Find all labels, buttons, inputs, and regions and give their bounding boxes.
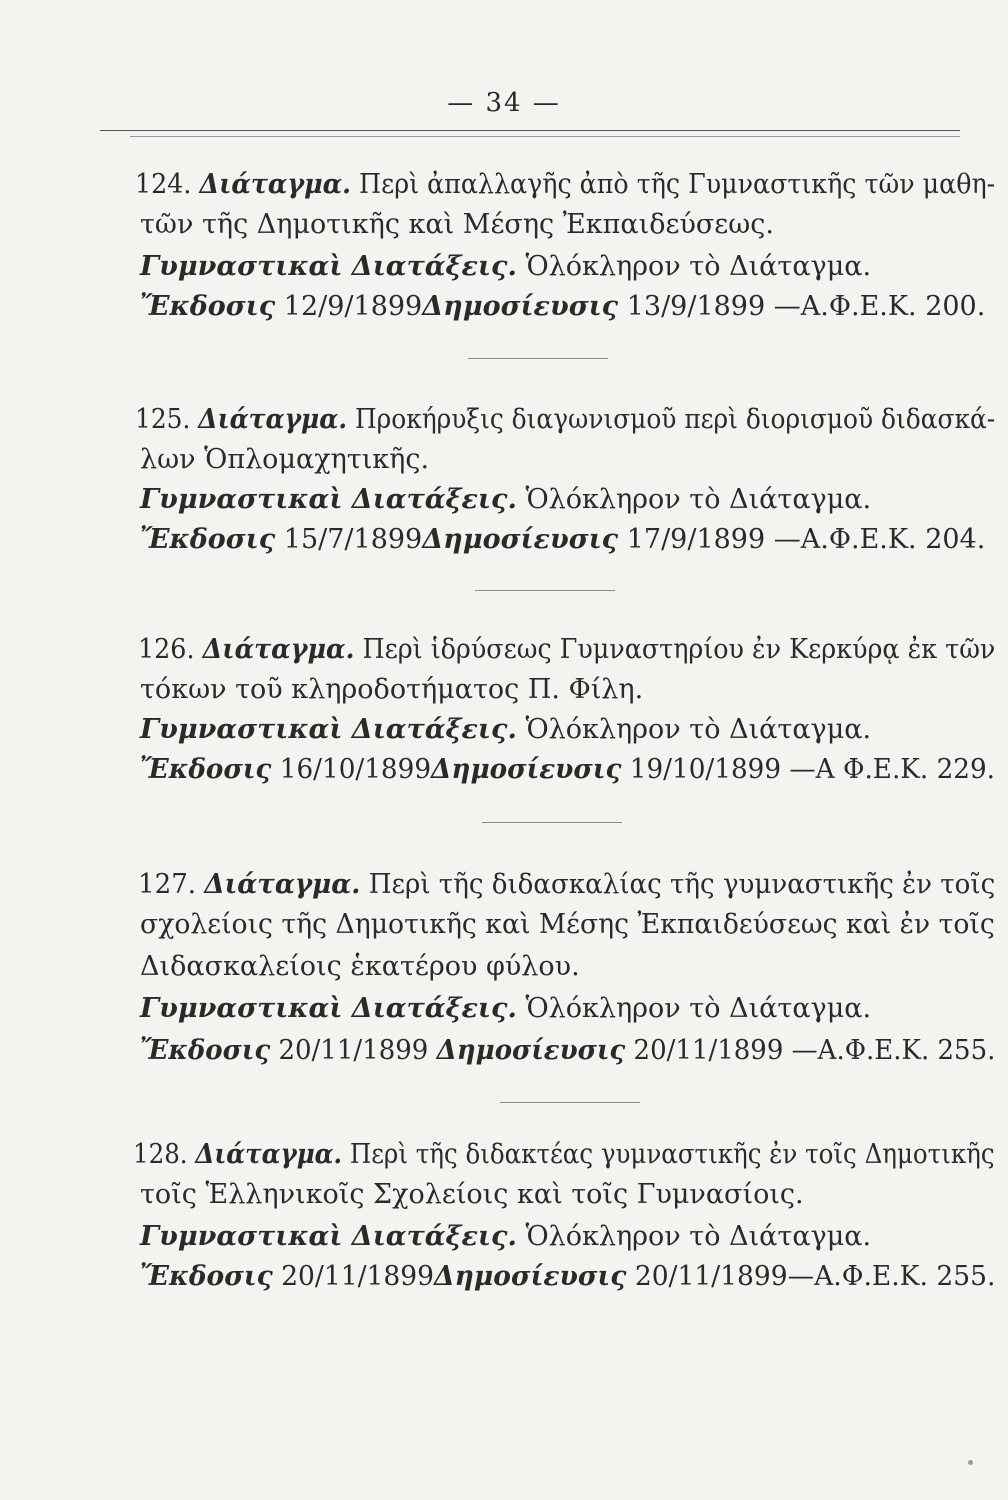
entry-title-continued: τῶν τῆς Δημοτικῆς καὶ Μέσης Ἐκπαιδεύσεως. [140, 209, 775, 240]
entry-type: Διάταγμα. [198, 404, 348, 435]
entry-category: Γυμναστικαὶ Διατάξεις. [140, 1221, 517, 1252]
entry-separator [482, 822, 622, 823]
entry-category: Γυμναστικαὶ Διατάξεις. [140, 484, 517, 515]
entry-type: Διάταγμα. [195, 1139, 343, 1170]
publication-label: Δημοσίευσις [422, 291, 619, 322]
issue-date: 15/7/1899 [283, 524, 423, 555]
entry-category-line [140, 989, 871, 1029]
entry-separator [500, 1102, 640, 1103]
issue-date: 20/11/1899 [278, 1035, 429, 1066]
gazette-reference: —Α.Φ.Ε.Κ. 204. [773, 524, 986, 555]
gazette-reference: —Α.Φ.Ε.Κ. 255. [791, 1035, 996, 1066]
header-rule-secondary [130, 136, 960, 137]
entry-title-line [135, 400, 995, 440]
gazette-reference: —Α.Φ.Ε.Κ. 200. [773, 291, 986, 322]
gazette-reference: —Α Φ.Ε.Κ. 229. [789, 754, 996, 785]
issue-label: Ἔκδοσις [140, 1035, 271, 1066]
gazette-reference: —Α.Φ.Ε.Κ. 255. [787, 1261, 996, 1292]
entry-number: 126. [138, 634, 195, 665]
publication-label: Δημοσίευσις [431, 754, 622, 785]
entry-number: 124. [135, 169, 192, 200]
entry-title-line [138, 865, 995, 905]
publication-date: 13/9/1899 [626, 291, 766, 322]
issue-label: Ἔκδοσις [140, 524, 276, 555]
publication-label: Δημοσίευσις [434, 1261, 627, 1292]
entry-separator [475, 590, 615, 591]
entry-title: Προκήρυξις διαγωνισμοῦ περὶ διορισμοῦ διδασκά- [354, 404, 996, 435]
entry-title: Περὶ τῆς διδασκαλίας τῆς γυμναστικῆς ἐν τοῖς [368, 869, 996, 900]
entry-title-line [135, 165, 995, 205]
entry-separator [468, 358, 608, 359]
entry-title-continued: Διδασκαλείοις ἑκατέρου φύλου. [140, 951, 580, 982]
publication-date: 20/11/1899 [634, 1261, 788, 1292]
publication-date: 19/10/1899 [629, 754, 782, 785]
entry-title: Περὶ ἱδρύσεως Γυμναστηρίου ἐν Κερκύρᾳ ἐκ τῶν [362, 634, 996, 665]
entry-category-line [140, 480, 871, 520]
page-number: — 34 — [447, 88, 561, 118]
entry-full-text-note: Ὁλόκληρον τὸ Διάταγμα. [525, 1221, 872, 1252]
issue-label: Ἔκδοσις [140, 291, 276, 322]
entry-category-line [140, 1217, 871, 1257]
entry-category-line [140, 710, 871, 750]
entry-title-continued: λων Ὁπλομαχητικῆς. [140, 444, 430, 475]
entry-title-line [133, 1135, 995, 1175]
entry-type: Διάταγμα. [202, 634, 355, 665]
entry-type: Διάταγμα. [199, 169, 351, 200]
issue-label: Ἔκδοσις [140, 754, 272, 785]
entry-dates-line [140, 1257, 995, 1297]
entry-dates-line [140, 287, 985, 327]
publication-label: Δημοσίευσις [436, 1035, 626, 1066]
entry-title-line [138, 630, 995, 670]
entry-dates-line [140, 750, 995, 790]
entry-full-text-note: Ὁλόκληρον τὸ Διάταγμα. [525, 484, 872, 515]
entry-title-continued: τόκων τοῦ κληροδοτήματος Π. Φίλη. [140, 674, 644, 705]
publication-date: 20/11/1899 [633, 1035, 784, 1066]
entry-full-text-note: Ὁλόκληρον τὸ Διάταγμα. [525, 251, 872, 282]
header-rule [100, 130, 960, 131]
issue-label: Ἔκδοσις [140, 1261, 273, 1292]
entry-category: Γυμναστικαὶ Διατάξεις. [140, 251, 517, 282]
entry-category: Γυμναστικαὶ Διατάξεις. [140, 714, 517, 745]
entry-number: 125. [135, 404, 191, 435]
publication-date: 17/9/1899 [626, 524, 766, 555]
issue-date: 16/10/1899 [279, 754, 432, 785]
entry-dates-line [140, 520, 985, 560]
issue-date: 20/11/1899 [281, 1261, 435, 1292]
entry-category: Γυμναστικαὶ Διατάξεις. [140, 993, 517, 1024]
entry-title: Περὶ τῆς διδακτέας γυμναστικῆς ἐν τοῖς Δημοτικῆς [349, 1139, 995, 1170]
publication-label: Δημοσίευσις [422, 524, 619, 555]
entry-full-text-note: Ὁλόκληρον τὸ Διάταγμα. [525, 714, 872, 745]
entry-title: Περὶ ἀπαλλαγῆς ἀπὸ τῆς Γυμναστικῆς τῶν μαθη- [359, 169, 996, 200]
entry-title-continued: τοῖς Ἑλληνικοῖς Σχολείοις καὶ τοῖς Γυμνασίοις. [140, 1179, 804, 1210]
entry-number: 127. [138, 869, 197, 900]
entry-type: Διάταγμα. [204, 869, 361, 900]
entry-title-continued: σχολείοις τῆς Δημοτικῆς καὶ Μέσης Ἐκπαιδεύσεως καὶ ἐν τοῖς [140, 909, 995, 940]
entry-number: 128. [133, 1139, 188, 1170]
entry-full-text-note: Ὁλόκληρον τὸ Διάταγμα. [525, 993, 872, 1024]
paper-speck [968, 1460, 973, 1465]
entry-category-line [140, 247, 871, 287]
entry-dates-line [140, 1031, 995, 1071]
issue-date: 12/9/1899 [283, 291, 423, 322]
